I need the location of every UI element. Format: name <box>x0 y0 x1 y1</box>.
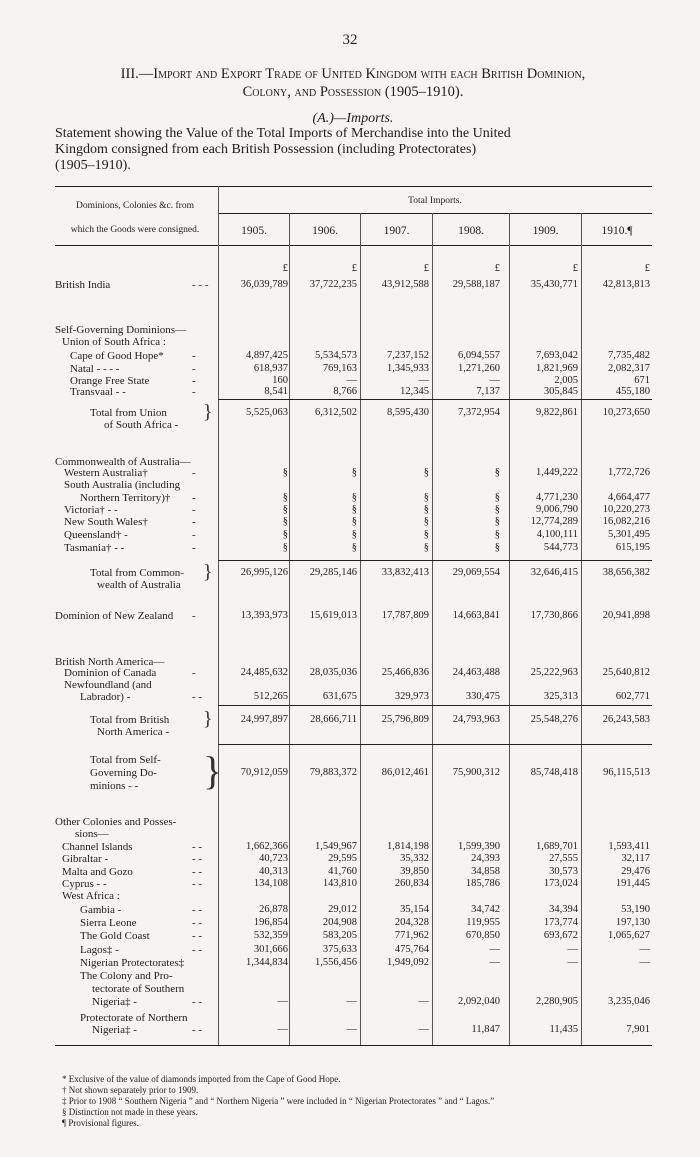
brace: } <box>203 748 223 793</box>
value-cell: 615,195 <box>615 542 650 553</box>
value-cell: 475,764 <box>394 944 429 955</box>
value-cell: 32,117 <box>621 853 650 864</box>
value-cell: 1,772,726 <box>608 467 650 478</box>
table-row <box>0 610 700 625</box>
value-cell: 42,813,813 <box>602 279 650 290</box>
row-label: Labrador) - <box>80 691 131 703</box>
value-cell: § <box>282 467 288 478</box>
value-cell: 26,243,583 <box>602 714 650 725</box>
row-label: Tasmania† - - <box>64 542 125 554</box>
value-cell: 134,108 <box>253 878 288 889</box>
table-row <box>0 542 700 557</box>
value-cell: § <box>351 492 357 503</box>
statement-line-2: Kingdom consigned from each British Possession (including Protectorates) <box>55 142 477 157</box>
value-cell: 143,810 <box>322 878 357 889</box>
value-cell: 512,265 <box>253 691 288 702</box>
value-cell: 24,485,632 <box>240 667 288 678</box>
value-cell: 38,656,382 <box>602 567 650 578</box>
value-cell: 12,345 <box>400 386 429 397</box>
value-cell: 11,435 <box>549 1024 578 1035</box>
leader-dashes: - <box>192 375 196 387</box>
value-cell: 197,130 <box>615 917 650 928</box>
value-cell: 7,693,042 <box>536 350 578 361</box>
value-cell: 260,834 <box>394 878 429 889</box>
page-number: 32 <box>342 32 358 48</box>
value-cell: 5,525,063 <box>246 407 288 418</box>
row-label: Nigeria‡ - <box>92 996 137 1008</box>
leader-dashes: - - <box>192 944 203 956</box>
value-cell: — <box>567 957 578 968</box>
brace: } <box>203 708 213 730</box>
table-row <box>0 579 700 594</box>
value-cell: 34,394 <box>549 904 578 915</box>
row-label: Channel Islands <box>62 841 133 853</box>
value-cell: 173,774 <box>543 917 578 928</box>
value-cell: 25,796,809 <box>381 714 429 725</box>
row-label: Natal - - - - <box>70 363 120 375</box>
value-cell: 185,786 <box>465 878 500 889</box>
table-row <box>0 336 700 351</box>
leader-dashes: - - <box>192 878 203 890</box>
value-cell: — <box>567 944 578 955</box>
row-label: Total from Common- <box>90 567 184 579</box>
value-cell: 2,092,040 <box>458 996 500 1007</box>
value-cell: § <box>423 492 429 503</box>
value-cell: 24,997,897 <box>240 714 288 725</box>
value-cell: 3,235,046 <box>608 996 650 1007</box>
row-label: Union of South Africa : <box>62 336 166 348</box>
table-row <box>0 1024 700 1039</box>
value-cell: 583,205 <box>322 930 357 941</box>
year-header-1908: 1908. <box>458 225 484 237</box>
subtotal-rule <box>218 560 652 561</box>
value-cell: 20,941,898 <box>602 610 650 621</box>
footnote: * Exclusive of the value of diamonds imported from the Cape of Good Hope. <box>62 1074 341 1084</box>
row-label: Western Australia† <box>64 467 148 479</box>
value-cell: — <box>418 996 429 1007</box>
value-cell: 1,556,456 <box>315 957 357 968</box>
value-cell: 30,573 <box>549 866 578 877</box>
value-cell: 26,878 <box>259 904 288 915</box>
table-row <box>0 279 700 294</box>
year-header-1907: 1907. <box>383 225 410 237</box>
table-row <box>0 419 700 434</box>
value-cell: 330,475 <box>465 691 500 702</box>
row-label: Protectorate of Northern <box>80 1012 188 1024</box>
subtotal-rule <box>218 744 652 745</box>
value-cell: 693,672 <box>543 930 578 941</box>
value-cell: 160 <box>272 375 288 386</box>
value-cell: 32,646,415 <box>530 567 578 578</box>
value-cell: 5,301,495 <box>608 529 650 540</box>
value-cell: 7,372,954 <box>458 407 500 418</box>
value-cell: 1,689,701 <box>536 841 578 852</box>
value-cell: § <box>351 529 357 540</box>
value-cell: 29,012 <box>328 904 357 915</box>
footnotes <box>62 1074 662 1129</box>
value-cell: 375,633 <box>322 944 357 955</box>
subtotal-rule <box>218 399 652 400</box>
row-label: minions - - <box>90 780 139 792</box>
row-label: North America - <box>97 726 170 738</box>
row-label: Total from British <box>90 714 170 726</box>
row-label: Governing Do- <box>90 767 157 779</box>
value-cell: 24,463,488 <box>452 667 500 678</box>
currency-1907: £ <box>423 263 429 274</box>
row-label: Dominion of Canada <box>64 667 157 679</box>
value-cell: 1,593,411 <box>608 841 650 852</box>
value-cell: § <box>423 529 429 540</box>
value-cell: 28,035,036 <box>309 667 357 678</box>
value-cell: 29,069,554 <box>452 567 500 578</box>
row-label: Malta and Gozo <box>62 866 133 878</box>
row-label: New South Wales† <box>64 516 148 528</box>
title-line-1: III.—Import and Export Trade of United Kingdom with each British Dominion, <box>120 66 586 82</box>
year-header-1906: 1906. <box>312 225 338 237</box>
value-cell: 14,663,841 <box>452 610 500 621</box>
value-cell: 53,190 <box>621 904 650 915</box>
brace: } <box>203 401 213 423</box>
leader-dashes: - - <box>192 1024 203 1036</box>
value-cell: 1,065,627 <box>608 930 650 941</box>
value-cell: 7,735,482 <box>608 350 650 361</box>
header-left-line-1: Dominions, Colonies &c. from <box>76 201 194 211</box>
leader-dashes: - <box>192 492 196 504</box>
value-cell: 15,619,013 <box>309 610 357 621</box>
value-cell: 26,995,126 <box>240 567 288 578</box>
row-label: Cyprus - - <box>62 878 107 890</box>
value-cell: § <box>494 542 500 553</box>
value-cell: 39,850 <box>400 866 429 877</box>
value-cell: — <box>489 957 500 968</box>
leader-dashes: - <box>192 350 196 362</box>
value-cell: 29,476 <box>621 866 650 877</box>
value-cell: 671 <box>634 375 650 386</box>
value-cell: § <box>351 467 357 478</box>
row-label: The Colony and Pro- <box>80 970 173 982</box>
value-cell: 602,771 <box>615 691 650 702</box>
year-header-1910: 1910.¶ <box>601 225 633 237</box>
value-cell: 2,005 <box>554 375 578 386</box>
row-label: Victoria† - - <box>64 504 118 516</box>
value-cell: § <box>494 504 500 515</box>
value-cell: 1,599,390 <box>458 841 500 852</box>
leader-dashes: - - <box>192 853 203 865</box>
value-cell: 17,787,809 <box>381 610 429 621</box>
value-cell: 34,742 <box>471 904 500 915</box>
value-cell: 43,912,588 <box>381 279 429 290</box>
row-label: Nigeria‡ - <box>92 1024 137 1036</box>
value-cell: § <box>494 529 500 540</box>
value-cell: 96,115,513 <box>603 767 650 778</box>
leader-dashes: - - <box>192 904 203 916</box>
value-cell: § <box>282 504 288 515</box>
row-label: Newfoundland (and <box>64 679 152 691</box>
value-cell: 325,313 <box>543 691 578 702</box>
value-cell: 25,640,812 <box>602 667 650 678</box>
value-cell: 11,847 <box>471 1024 500 1035</box>
leader-dashes: - <box>192 610 196 622</box>
value-cell: 771,962 <box>394 930 429 941</box>
value-cell: 29,595 <box>328 853 357 864</box>
row-label: tectorate of Southern <box>92 983 185 995</box>
value-cell: 28,666,711 <box>310 714 357 725</box>
value-cell: 9,006,790 <box>536 504 578 515</box>
currency-1910: £ <box>644 263 650 274</box>
leader-dashes: - - <box>192 691 203 703</box>
value-cell: — <box>489 944 500 955</box>
row-label: Sierra Leone <box>80 917 137 929</box>
row-label: Gambia - <box>80 904 122 916</box>
row-label: Total from Union <box>90 407 167 419</box>
value-cell: § <box>423 542 429 553</box>
leader-dashes: - <box>192 504 196 516</box>
leader-dashes: - - <box>192 841 203 853</box>
table-row <box>0 691 700 706</box>
value-cell: 670,850 <box>465 930 500 941</box>
value-cell: 10,220,273 <box>602 504 650 515</box>
row-label: Lagos‡ - <box>80 944 119 956</box>
value-cell: 6,312,502 <box>315 407 357 418</box>
value-cell: — <box>639 944 650 955</box>
value-cell: 2,280,905 <box>536 996 578 1007</box>
value-cell: 33,832,413 <box>381 567 429 578</box>
currency-1909: £ <box>572 263 578 274</box>
row-label: Orange Free State <box>70 375 150 387</box>
value-cell: 4,664,477 <box>608 492 650 503</box>
value-cell: § <box>494 516 500 527</box>
subtotal-rule <box>218 705 652 706</box>
row-label: sions— <box>75 828 109 840</box>
value-cell: 1,662,366 <box>246 841 288 852</box>
value-cell: 35,154 <box>400 904 429 915</box>
value-cell: 40,313 <box>259 866 288 877</box>
value-cell: 196,854 <box>253 917 288 928</box>
value-cell: 7,137 <box>476 386 500 397</box>
value-cell: — <box>346 1024 357 1035</box>
value-cell: 10,273,650 <box>602 407 650 418</box>
value-cell: 173,024 <box>543 878 578 889</box>
value-cell: 5,534,573 <box>315 350 357 361</box>
leader-dashes: - <box>192 667 196 679</box>
brace: } <box>203 561 213 583</box>
footnote: ¶ Provisional figures. <box>62 1118 139 1128</box>
value-cell: § <box>351 504 357 515</box>
value-cell: 1,949,092 <box>387 957 429 968</box>
row-label: Other Colonies and Posses- <box>55 816 177 828</box>
value-cell: 37,722,235 <box>309 279 357 290</box>
value-cell: — <box>277 996 288 1007</box>
row-label: Self-Governing Dominions— <box>55 324 187 336</box>
value-cell: 7,237,152 <box>387 350 429 361</box>
value-cell: 8,541 <box>264 386 288 397</box>
value-cell: 35,430,771 <box>530 279 578 290</box>
table-row <box>0 780 700 795</box>
row-label: British India <box>55 279 111 291</box>
value-cell: — <box>346 996 357 1007</box>
value-cell: 9,822,861 <box>536 407 578 418</box>
value-cell: 36,039,789 <box>240 279 288 290</box>
row-label: Nigerian Protectorates‡ <box>80 957 185 969</box>
value-cell: § <box>282 516 288 527</box>
subtitle: (A.)—Imports. <box>312 111 394 126</box>
table-row <box>0 890 700 905</box>
leader-dashes: - <box>192 516 196 528</box>
value-cell: — <box>418 1024 429 1035</box>
year-header-1905: 1905. <box>241 225 267 237</box>
footnote: † Not shown separately prior to 1909. <box>62 1085 199 1095</box>
value-cell: 12,774,289 <box>530 516 578 527</box>
leader-dashes: - - <box>192 996 203 1008</box>
value-cell: 8,766 <box>333 386 357 397</box>
leader-dashes: - - <box>192 866 203 878</box>
value-cell: § <box>423 467 429 478</box>
value-cell: 70,912,059 <box>240 767 288 778</box>
value-cell: 27,555 <box>549 853 578 864</box>
value-cell: 769,163 <box>322 363 357 374</box>
value-cell: 618,937 <box>253 363 288 374</box>
value-cell: § <box>351 542 357 553</box>
value-cell: 79,883,372 <box>309 767 357 778</box>
header-left-line-2: which the Goods were consigned. <box>70 225 200 235</box>
leader-dashes: - <box>192 467 196 479</box>
value-cell: 85,748,418 <box>530 767 578 778</box>
year-header-1909: 1909. <box>532 225 559 237</box>
value-cell: 13,393,973 <box>240 610 288 621</box>
value-cell: 34,858 <box>471 866 500 877</box>
value-cell: 1,271,260 <box>458 363 500 374</box>
value-cell: 1,549,967 <box>315 841 357 852</box>
row-label: South Australia (including <box>64 479 181 491</box>
row-label: wealth of Australia <box>97 579 181 591</box>
row-label: Queensland† - <box>64 529 128 541</box>
row-label: Dominion of New Zealand <box>55 610 174 622</box>
statement-line-3: (1905–1910). <box>55 158 131 173</box>
value-cell: 17,730,866 <box>530 610 578 621</box>
value-cell: 4,100,111 <box>536 529 578 540</box>
table-row <box>0 726 700 741</box>
header-total-imports: Total Imports. <box>408 196 462 206</box>
leader-dashes: - <box>192 386 196 398</box>
leader-dashes: - <box>192 542 196 554</box>
leader-dashes: - - <box>192 917 203 929</box>
value-cell: 1,344,834 <box>246 957 288 968</box>
value-cell: § <box>494 467 500 478</box>
value-cell: 1,345,933 <box>387 363 429 374</box>
value-cell: — <box>346 375 357 386</box>
statement-line-1: Statement showing the Value of the Total Imports of Merchandise into the United <box>55 126 511 141</box>
footnote: § Distinction not made in these years. <box>62 1107 198 1117</box>
value-cell: § <box>282 529 288 540</box>
value-cell: 29,588,187 <box>452 279 500 290</box>
row-label: Commonwealth of Australia— <box>55 456 191 468</box>
value-cell: 75,900,312 <box>452 767 500 778</box>
value-cell: 2,082,317 <box>608 363 650 374</box>
currency-1905: £ <box>282 263 288 274</box>
leader-dashes: - <box>192 529 196 541</box>
value-cell: 1,821,969 <box>536 363 578 374</box>
value-cell: 4,771,230 <box>536 492 578 503</box>
value-cell: 35,332 <box>400 853 429 864</box>
value-cell: 7,901 <box>626 1024 650 1035</box>
value-cell: § <box>282 492 288 503</box>
value-cell: § <box>351 516 357 527</box>
value-cell: § <box>423 516 429 527</box>
row-label: Northern Territory)† <box>80 492 171 504</box>
row-label: The Gold Coast <box>80 930 150 942</box>
footnote: ‡ Prior to 1908 “ Southern Nigeria ” and “ Northern Nigeria ” were included in “ Nigerian Protectorates ” and “ Lagos.” <box>62 1096 495 1106</box>
leader-dashes: - <box>192 363 196 375</box>
value-cell: 455,180 <box>615 386 650 397</box>
value-cell: 29,285,146 <box>309 567 357 578</box>
value-cell: 1,814,198 <box>387 841 429 852</box>
value-cell: 204,328 <box>394 917 429 928</box>
table-row <box>0 996 700 1011</box>
value-cell: 329,973 <box>394 691 429 702</box>
value-cell: 40,723 <box>259 853 288 864</box>
value-cell: 24,793,963 <box>452 714 500 725</box>
value-cell: 119,955 <box>466 917 500 928</box>
value-cell: 305,845 <box>543 386 578 397</box>
table-row <box>0 930 700 945</box>
value-cell: 1,449,222 <box>536 467 578 478</box>
value-cell: 25,466,836 <box>381 667 429 678</box>
value-cell: — <box>489 375 500 386</box>
value-cell: 301,666 <box>253 944 288 955</box>
row-label: Cape of Good Hope* <box>70 350 164 362</box>
leader-dashes: - - <box>192 930 203 942</box>
value-cell: § <box>423 504 429 515</box>
value-cell: 25,548,276 <box>530 714 578 725</box>
leader-dashes: - - - <box>192 279 209 291</box>
row-label: Total from Self- <box>90 754 161 766</box>
value-cell: 24,393 <box>471 853 500 864</box>
value-cell: 8,595,430 <box>387 407 429 418</box>
value-cell: 6,094,557 <box>458 350 500 361</box>
value-cell: — <box>277 1024 288 1035</box>
value-cell: 41,760 <box>328 866 357 877</box>
value-cell: 86,012,461 <box>381 767 429 778</box>
value-cell: 16,082,216 <box>602 516 650 527</box>
row-label: of South Africa - <box>104 419 179 431</box>
value-cell: 631,675 <box>322 691 357 702</box>
value-cell: § <box>282 542 288 553</box>
currency-1908: £ <box>494 263 500 274</box>
value-cell: 544,773 <box>543 542 578 553</box>
value-cell: — <box>418 375 429 386</box>
value-cell: 532,359 <box>253 930 288 941</box>
value-cell: § <box>494 492 500 503</box>
value-cell: 25,222,963 <box>530 667 578 678</box>
value-cell: — <box>639 957 650 968</box>
value-cell: 204,908 <box>322 917 357 928</box>
row-label: Transvaal - - <box>70 386 126 398</box>
row-label: British North America— <box>55 656 165 668</box>
row-label: Gibraltar - <box>62 853 109 865</box>
value-cell: 4,897,425 <box>246 350 288 361</box>
currency-1906: £ <box>351 263 357 274</box>
title-line-2: Colony, and Possession (1905–1910). <box>242 84 464 100</box>
value-cell: 191,445 <box>615 878 650 889</box>
row-label: West Africa : <box>62 890 120 902</box>
